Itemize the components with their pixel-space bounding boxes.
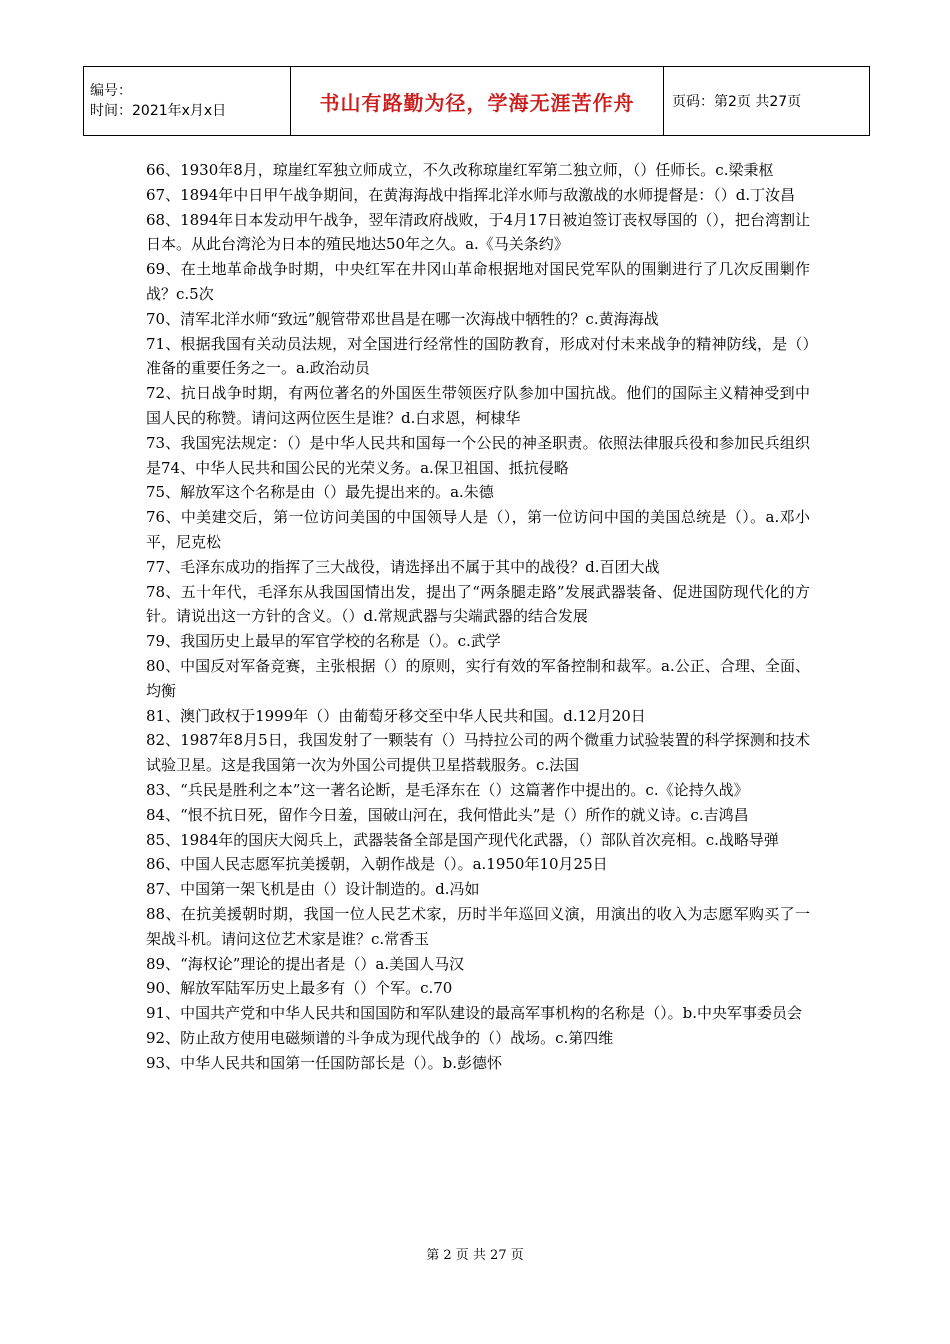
question-item: 75、解放军这个名称是由（）最先提出来的。a.朱德 [146,483,494,502]
question-item: 89、“海权论”理论的提出者是（）a.美国人马汉 [146,954,465,973]
question-item: 91、中国共产党和中华人民共和国国防和军队建设的最高军事机构的名称是（）。b.中央军事委员会 [146,1004,802,1023]
motto: 书山有路勤为径，学海无涯苦作舟 [291,67,664,136]
question-item: 92、防止敌方使用电磁频谱的斗争成为现代战争的（）战场。c.第四维 [146,1028,614,1047]
question-item: 80、中国反对军备竞赛，主张根据（）的原则，实行有效的军备控制和裁军。a.公正、合理、全面、均衡 [146,656,810,700]
question-item: 73、我国宪法规定：（）是中华人民共和国每一个公民的神圣职责。依照法律服兵役和参加民兵组织是74、中华人民共和国公民的光荣义务。a.保卫祖国、抵抗侵略 [146,433,810,477]
question-list [146,158,810,1075]
question-item: 82、1987年8月5日，我国发射了一颗装有（）马持拉公司的两个微重力试验装置的科学探测和技术试验卫星。这是我国第一次为外国公司提供卫星搭载服务。c.法国 [146,731,810,775]
number-label: 编号： [90,83,132,99]
question-item: 87、中国第一架飞机是由（）设计制造的。d.冯如 [146,880,480,899]
question-item: 83、“兵民是胜利之本”这一著名论断，是毛泽东在（）这篇著作中提出的。c.《论持久战》 [146,780,749,799]
question-item: 79、我国历史上最早的军官学校的名称是（）。c.武学 [146,632,501,651]
question-item: 85、1984年的国庆大阅兵上，武器装备全部是国产现代化武器，（）部队首次亮相。c.战略导弹 [146,830,779,849]
question-item: 69、在土地革命战争时期，中央红军在井冈山革命根据地对国民党军队的围剿进行了几次反围剿作战？c.5次 [146,260,810,303]
question-item: 81、澳门政权于1999年（）由葡萄牙移交至中华人民共和国。d.12月20日 [146,706,646,725]
question-item: 86、中国人民志愿军抗美援朝，入朝作战是（）。a.1950年10月25日 [146,855,608,874]
question-item: 93、中华人民共和国第一任国防部长是（）。b.彭德怀 [146,1053,502,1072]
page-footer: 第 2 页 共 27 页 [426,1248,524,1263]
question-item: 68、1894年日本发动甲午战争，翌年清政府战败，于4月17日被迫签订丧权辱国的（），把台湾割让日本。从此台湾沦为日本的殖民地达50年之久。a.《马关条约》 [146,210,810,254]
question-item: 72、抗日战争时期，有两位著名的外国医生带领医疗队参加中国抗战。他们的国际主义精神受到中国人民的称赞。请问这两位医生是谁？d.白求恩，柯棣华 [146,384,810,427]
question-item: 77、毛泽东成功的指挥了三大战役，请选择出不属于其中的战役？d.百团大战 [146,557,660,576]
question-item: 70、清军北洋水师“致远”舰管带邓世昌是在哪一次海战中牺牲的？c.黄海海战 [146,309,659,328]
question-item: 66、1930年8月，琼崖红军独立师成立，不久改称琼崖红军第二独立师，（）任师长。c.梁秉枢 [146,161,774,179]
header-table [83,66,870,136]
header-left-cell [84,67,291,136]
question-item: 67、1894年中日甲午战争期间，在黄海海战中指挥北洋水师与敌激战的水师提督是：（）d.丁汝昌 [146,185,796,204]
question-item: 71、根据我国有关动员法规，对全国进行经常性的国防教育，形成对付未来战争的精神防线，是（）准备的重要任务之一。a.政治动员 [146,334,810,378]
question-item: 78、五十年代，毛泽东从我国国情出发，提出了“两条腿走路”发展武器装备、促进国防现代化的方针。请说出这一方针的含义。（）d.常规武器与尖端武器的结合发展 [146,582,810,626]
question-item: 90、解放军陆军历史上最多有（）个军。c.70 [146,979,453,998]
question-item: 84、“恨不抗日死，留作今日羞，国破山河在，我何惜此头”是（）所作的就义诗。c.吉鸿昌 [146,805,749,824]
question-item: 88、在抗美援朝时期，我国一位人民艺术家，历时半年巡回义演，用演出的收入为志愿军购买了一架战斗机。请问这位艺术家是谁？c.常香玉 [146,904,810,948]
question-item: 76、中美建交后，第一位访问美国的中国领导人是（），第一位访问中国的美国总统是（）。a.邓小平，尼克松 [146,508,810,551]
page-code: 页码：第2页 共27页 [664,67,870,136]
time-label: 时间：2021年x月x日 [90,103,227,119]
